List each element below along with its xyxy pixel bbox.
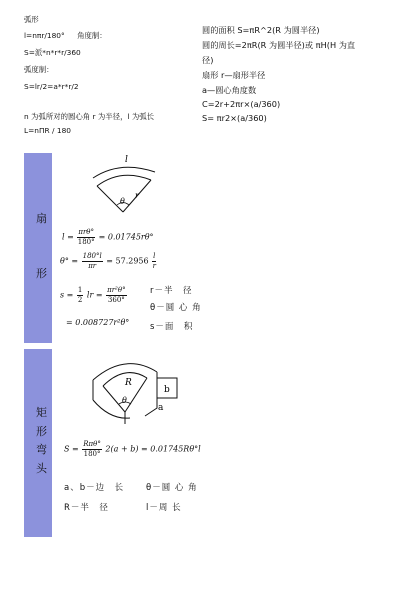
f2-den2: r	[152, 262, 156, 270]
sector-arc-label: l	[125, 155, 128, 165]
elbow-band-char-2: 形	[36, 425, 47, 438]
elbow-band-char-4: 头	[36, 462, 47, 475]
f1-lhs: l =	[62, 232, 74, 242]
sector-legend-radius: r－半 径	[150, 286, 193, 296]
right-line-sector-area: S= πr2×(a/360)	[202, 113, 267, 123]
sector-band-char-2: 形	[36, 267, 47, 280]
sector-figure	[85, 150, 165, 220]
elbow-band-char-1: 矩	[36, 406, 47, 419]
f3-num: 1	[77, 286, 83, 294]
right-line-circle-area: 圆的面积 S=πR^2(R 为圆半径)	[202, 25, 320, 35]
sector-legend-angle: θ－圆 心 角	[150, 303, 202, 313]
elbow-a-label: a	[158, 403, 164, 413]
f2-mid: = 57.2956	[106, 256, 149, 266]
f1-rhs: = 0.01745rθ°	[98, 232, 154, 242]
f1-num: πrθ°	[78, 228, 95, 236]
right-line-angle: a—圆心角度数	[202, 85, 257, 95]
f3-num2: πr²θ°	[107, 286, 126, 294]
f3-mid: lr =	[86, 290, 103, 300]
f2-den: πr	[88, 262, 97, 270]
left-line-note: n 为弧所对的圆心角 r 为半径，l 为弧长	[24, 112, 155, 121]
elbow-legend-angle: θ－圆 心 角	[146, 483, 198, 493]
sector-side-band	[24, 153, 52, 343]
f2-num: 180°l	[82, 252, 102, 260]
f2-num2: l	[153, 252, 156, 260]
sector-formula-area	[60, 286, 128, 305]
elbow-f-den: 180°	[83, 450, 101, 458]
f3-lhs: s =	[60, 290, 74, 300]
f3-den: 2	[77, 296, 83, 304]
elbow-legend-length: l－周 长	[146, 503, 182, 513]
sector-formula-arc	[62, 228, 154, 247]
right-line-circumference: 圆的周长=2πR(R 为圆半径)或 πH(H 为直	[202, 40, 356, 50]
elbow-legend-radius: R－半 径	[64, 503, 109, 513]
left-line-radian-label: 弧度制：	[24, 65, 54, 74]
sector-formula-area-value: = 0.008727r²θ°	[66, 318, 130, 327]
right-line-sector: 扇形 r—扇形半径	[202, 70, 266, 80]
elbow-f-lhs: S =	[64, 444, 79, 454]
elbow-f-num: Rπθ°	[83, 440, 101, 448]
sector-radius-label: r	[135, 191, 139, 200]
degree-mode-label: 角度制：	[77, 31, 107, 40]
right-line-perimeter: C=2r+2πr×(a/360)	[202, 99, 281, 109]
elbow-r-label: R	[125, 378, 132, 388]
arc-length-formula: l=nπr/180°	[24, 31, 65, 40]
right-line-circumference-cont: 径)	[202, 55, 214, 65]
elbow-angle-label: θ	[122, 396, 127, 405]
left-line-area-radian: S=lr/2=a*r*r/2	[24, 82, 79, 91]
sector-angle-label: θ	[120, 197, 125, 206]
left-line-arc-length	[24, 29, 107, 43]
elbow-f-rhs: 2(a + b) = 0.01745Rθ°l	[105, 444, 201, 454]
left-line-area-degree: S=派*n*r*r/360	[24, 48, 81, 57]
elbow-formula	[64, 440, 201, 459]
elbow-figure	[85, 350, 185, 430]
elbow-legend-sides: a、b－边 长	[64, 483, 125, 493]
sector-legend-area: s－面 积	[150, 322, 194, 332]
f3-den2: 360°	[107, 296, 125, 304]
f2-lhs: θ° =	[60, 256, 79, 266]
elbow-b-label: b	[164, 385, 170, 395]
f1-den: 180°	[77, 238, 95, 246]
left-line-arc-title: 弧形	[24, 15, 39, 24]
left-line-arc-formula: L=nΠR / 180	[24, 126, 71, 135]
sector-formula-angle	[60, 252, 157, 271]
elbow-band-char-3: 弯	[36, 443, 47, 456]
sector-band-char-1: 扇	[36, 212, 47, 225]
